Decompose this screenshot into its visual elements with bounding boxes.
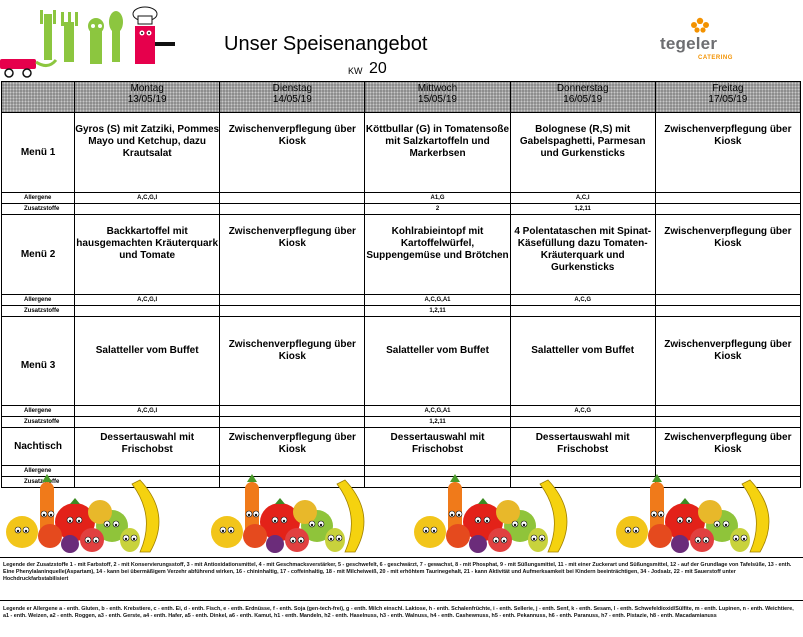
day-header-tuesday: Dienstag 14/05/19 <box>220 82 365 113</box>
logo-wordmark: tegeler <box>660 34 718 53</box>
zusatzstoffe-cell <box>75 204 220 215</box>
allergene-cell <box>220 193 365 204</box>
legend-divider <box>0 557 803 558</box>
zusatzstoffe-cell <box>75 306 220 317</box>
menu-label: Menü 2 <box>2 215 75 295</box>
dish-cell: Bolognese (R,S) mit Gabelspaghetti, Parmesan und Gurkensticks <box>510 113 655 193</box>
dish-cell: 4 Polentataschen mit Spinat-Käsefüllung dazu Tomaten-Kräuterquark und Gurkensticks <box>510 215 655 295</box>
dish-cell: Köttbullar (G) in Tomatensoße mit Salzkartoffeln und Markerbsen <box>365 113 510 193</box>
allergene-cell: A,C,G,I <box>75 193 220 204</box>
allergene-row <box>2 295 801 306</box>
menu-label: Menü 3 <box>2 317 75 406</box>
legend-zusatzstoffe: Legende der Zusatzstoffe 1 - mit Farbstoff, 2 - mit Konservierungsstoff, 3 - mit Antioxidationsmittel, 4 - mit Geschmacksverstärker, 5 - geschwefelt, 6 - geschwärzt, 7 - gewachst, 8 - mit Phosphat, 9 - mit Süßungsmittel, 11 - mit einer Zuckerart und Süßungsmittel, 12 - auf der Grundlage von Tafelsüße, 13 - enth. Eine Phenylalaninquelle(Aspartam), 14 - kann bei übermäßigem Verzehr abführend wirken, 16 - chininhaltig, 17 - coffeinhaltig, 18 - mit Milcheiweiß, 20 - mit erhöhtem Taurinegehalt, 21 - kann Aktivität und Aufmerksamkeit bei Kindern beeinträchtigen, 34 - Jodsalz, 22 - mit Sauerstoff unter Hochdruckfarbstabilisiert <box>3 562 792 582</box>
dish-cell: Zwischenverpflegung über Kiosk <box>220 113 365 193</box>
flower-icon <box>688 16 712 34</box>
allergene-label: Allergene <box>2 466 75 477</box>
zusatzstoffe-label: Zusatzstoffe <box>2 417 75 428</box>
dish-cell: Backkartoffel mit hausgemachten Kräuterquark und Tomate <box>75 215 220 295</box>
legend-allergene: Legende er Allergene a - enth. Gluten, b - enth. Krebstiere, c - enth. Ei, d - enth. Fisch, e - enth. Erdnüsse, f - enth. Soja (gen-tech-frei), g - enth. Milch einschl. Laktose, h - enth. Schalenfrüchte, i - enth. Sellerie, j - enth. Senf, k - enth. Sesam, l - enth. Schwefeldioxid/Sülfite, m - enth. Lupinen, n - enth. Weichtiere, a1 - enth. Weizen, a2 - enth. Roggen, a3 - enth. Gerste, a4 - enth. Hafer, a5 - enth. Dinkel, a6 - enth. Kamut, h1 - enth. Mandeln, h2 - enth. Haselnuss, h3 - enth. Walnuss, h4 - enth. Cashewnuss, h5 - enth. Pekannuss, h6 - enth. Paranuss, h7 - enth. Pistazie, h8 - enth. Macadamianuss <box>3 606 794 619</box>
zusatzstoffe-cell: 1,2,11 <box>365 306 510 317</box>
day-header-wednesday: Mittwoch 15/05/19 <box>365 82 510 113</box>
page-title: Unser Speisenangebot <box>224 33 428 55</box>
allergene-cell: A,C,G,A1 <box>365 295 510 306</box>
zusatzstoffe-cell <box>75 417 220 428</box>
calendar-week-label: KW <box>348 66 363 76</box>
allergene-cell <box>220 406 365 417</box>
day-header-row <box>2 82 801 113</box>
dish-cell: Zwischenverpflegung über Kiosk <box>220 428 365 466</box>
allergene-cell <box>655 193 800 204</box>
zusatzstoffe-cell: 1,2,11 <box>365 417 510 428</box>
zusatzstoffe-cell <box>655 204 800 215</box>
zusatzstoffe-label: Zusatzstoffe <box>2 204 75 215</box>
zusatzstoffe-row <box>2 417 801 428</box>
zusatzstoffe-cell <box>220 204 365 215</box>
allergene-cell: A,C,G,A1 <box>365 406 510 417</box>
dish-cell: Zwischenverpflegung über Kiosk <box>655 428 800 466</box>
allergene-label: Allergene <box>2 295 75 306</box>
dish-cell: Zwischenverpflegung über Kiosk <box>220 317 365 406</box>
zusatzstoffe-cell <box>655 417 800 428</box>
zusatzstoffe-label: Zusatzstoffe <box>2 306 75 317</box>
zusatzstoffe-cell: 2 <box>365 204 510 215</box>
menu-row <box>2 317 801 406</box>
menu-label: Menü 1 <box>2 113 75 193</box>
menu-row <box>2 113 801 193</box>
zusatzstoffe-cell <box>220 306 365 317</box>
allergene-label: Allergene <box>2 406 75 417</box>
menu-row <box>2 428 801 466</box>
zusatzstoffe-row <box>2 204 801 215</box>
dish-cell: Kohlrabieintopf mit Kartoffelwürfel, Suppengemüse und Brötchen <box>365 215 510 295</box>
zusatzstoffe-cell <box>510 417 655 428</box>
day-header-monday: Montag 13/05/19 <box>75 82 220 113</box>
dish-cell: Zwischenverpflegung über Kiosk <box>655 215 800 295</box>
zusatzstoffe-cell <box>655 306 800 317</box>
zusatzstoffe-row <box>2 306 801 317</box>
allergene-cell: A1,G <box>365 193 510 204</box>
allergene-cell <box>655 406 800 417</box>
zusatzstoffe-cell <box>510 306 655 317</box>
legend-divider <box>0 600 803 601</box>
dish-cell: Dessertauswahl mit Frischobst <box>365 428 510 466</box>
dish-cell: Zwischenverpflegung über Kiosk <box>220 215 365 295</box>
header-corner <box>2 82 75 113</box>
allergene-cell <box>220 295 365 306</box>
fruit-illustration-band <box>0 474 803 558</box>
allergene-label: Allergene <box>2 193 75 204</box>
dish-cell: Salatteller vom Buffet <box>365 317 510 406</box>
zusatzstoffe-label: Zusatzstoffe <box>2 477 75 488</box>
allergene-cell <box>655 295 800 306</box>
logo-subtitle: CATERING <box>698 55 733 61</box>
day-header-thursday: Donnerstag 16/05/19 <box>510 82 655 113</box>
dish-cell: Salatteller vom Buffet <box>510 317 655 406</box>
allergene-cell: A,C,G,I <box>75 295 220 306</box>
allergene-cell: A,C,I <box>510 193 655 204</box>
allergene-cell: A,C,G <box>510 406 655 417</box>
menu-row <box>2 215 801 295</box>
allergene-row <box>2 193 801 204</box>
dish-cell: Dessertauswahl mit Frischobst <box>510 428 655 466</box>
menu-table <box>1 81 801 488</box>
calendar-week-value: 20 <box>369 60 387 77</box>
dish-cell: Salatteller vom Buffet <box>75 317 220 406</box>
tegeler-catering-logo <box>660 18 756 68</box>
dish-cell: Gyros (S) mit Zatziki, Pommes Mayo und Ketchup, dazu Krautsalat <box>75 113 220 193</box>
cutlery-logo-illustration <box>0 0 190 80</box>
dish-cell: Zwischenverpflegung über Kiosk <box>655 317 800 406</box>
allergene-row <box>2 406 801 417</box>
allergene-cell: A,C,G <box>510 295 655 306</box>
menu-label: Nachtisch <box>2 428 75 466</box>
dish-cell: Zwischenverpflegung über Kiosk <box>655 113 800 193</box>
zusatzstoffe-cell <box>220 417 365 428</box>
allergene-cell: A,C,G,I <box>75 406 220 417</box>
day-header-friday: Freitag 17/05/19 <box>655 82 800 113</box>
zusatzstoffe-cell: 1,2,11 <box>510 204 655 215</box>
dish-cell: Dessertauswahl mit Frischobst <box>75 428 220 466</box>
